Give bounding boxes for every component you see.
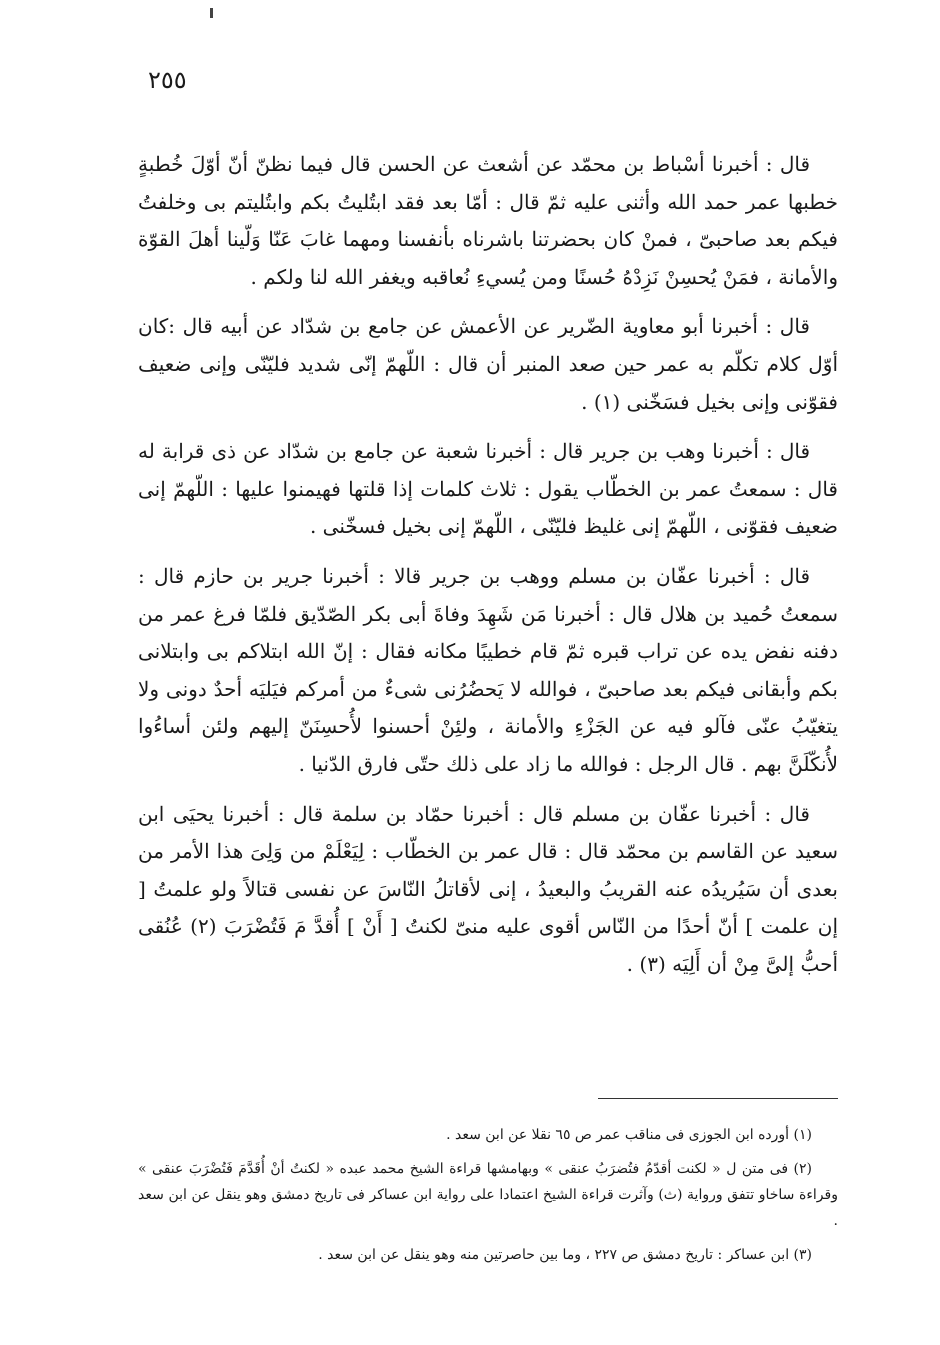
paragraph-4: قال : أخبرنا عفّان بن مسلم ووهب بن جرير قالا : أخبرنا جرير بن حازم قال : سمعتُ حُميد بن هلال قال : أخبرنا مَن شَهِدَ وفاةَ أبى بكر الصّدّيق فلمّا فرغ عمر من دفنه نفض يده عن تراب قبره ثمّ قام خطيبًا مكانه فقال : إنّ الله ابتلاكم بى وابتلانى بكم وأبقانى فيكم بعد صاحبىّ ، فوالله لا يَحضُرُنى شىءٌ من أمركم فيَليَه أحدٌ دونى ولا يتغيّبُ عنّى فآلو فيه عن الجَزْءِ والأمانة ، ولئِنْ أحسنوا لأُحسِنَنّ إليهم ولئن أساءُوا لأُنكّلَنَّ بهم . قال الرجل : فوالله ما زاد على ذلك حتّى فارق الدّنيا . [138,563,838,776]
footnote-3: (٣) ابن عساكر : تاريخ دمشق ص ٢٢٧ ، وما بين حاصرتين منه وهو ينقل عن ابن سعد . [318,1247,812,1263]
scan-mark [210,8,213,18]
footnote-divider [598,1098,838,1099]
paragraph-5: قال : أخبرنا عفّان بن مسلم قال : أخبرنا حمّاد بن سلمة قال : أخبرنا يحيَى ابن سعيد عن القاسم بن محمّد قال : قال عمر بن الخطّاب : لِيَعْلَمْ من وَلِىَ هذا الأمر من بعدى أن سَيُريدُه عنه القريبُ والبعيدُ ، إنى لأقاتلُ النّاسَ عن نفسى قتالاً ولو علمتُ [ إن علمت ] أنّ أحدًا من النّاس أقوى عليه منىّ لكنتُ [ أَنْ ] أُقدَّ مَ فَتُضْرَبَ (٢) عُنُقى أحبُّ إلىَّ مِنْ أن أَلِيَه (٣) . [138,801,839,976]
paragraph-2: قال : أخبرنا أبو معاوية الضّرير عن الأعمش عن جامع بن شدّاد عن أبيه قال :كان أوّل كلام تكلّم به عمر حين صعد المنبر أن قال : اللّهمّ إنّى شديد فليّنّى وإنى ضعيف فقوّنى وإنى بخيل فسَخّنى (١) . [138,314,838,414]
footnote-1: (١) أورده ابن الجوزى فى مناقب عمر ص ٦٥ نقلا عن ابن سعد . [446,1127,812,1143]
main-text [138,146,838,995]
paragraph-3: قال : أخبرنا وهب بن جرير قال : أخبرنا شعبة عن جامع بن شدّاد عن ذى قرابة له قال : سمعتُ عمر بن الخطّاب يقول : ثلاث كلمات إذا قلتها فهيمنوا عليها : اللّهمّ إنى ضعيف فقوّنى ، اللّهمّ إنى غليظ فليّنّى ، اللّهمّ إنى بخيل فسخّنى . [138,439,838,539]
paragraph-1: قال : أخبرنا أسْباط بن محمّد عن أشعث عن الحسن قال فيما نظنّ أنّ أوّلَ خُطبةٍ خطبها عمر حمد الله وأثنى عليه ثمّ قال : أمّا بعد فقد ابتُليتُ بكم وابتُليتم بى وخلفتُ فيكم بعد صاحبىّ ، فمنْ كان بحضرتنا باشرناه بأنفسنا ومهما غابَ عَنّا وَلّينا أهلَ القوّة والأمانة ، فمَنْ يُحسِنْ نَزِدْهُ حُسنًا ومن يُسيءِ نُعاقبه ويغفر الله لنا ولكم . [138,152,838,289]
footnotes [138,1122,838,1276]
footnote-2: (٢) فى متن ل « لكنت أقدّمُ فتُضرَبُ عنقى » وبهامشها قراءة الشيخ محمد عبده « لكنتُ أنْ أُقَدَّمَ فَتُضْرَبَ عنقى » وقراءة ساخاو تتفق ورواية (ث) وآثرت قراءة الشيخ اعتمادا على رواية ابن عساكر فى تاريخ دمشق وهو ينقل عن ابن سعد . [138,1161,838,1229]
page-number: ٢٥٥ [148,66,187,94]
